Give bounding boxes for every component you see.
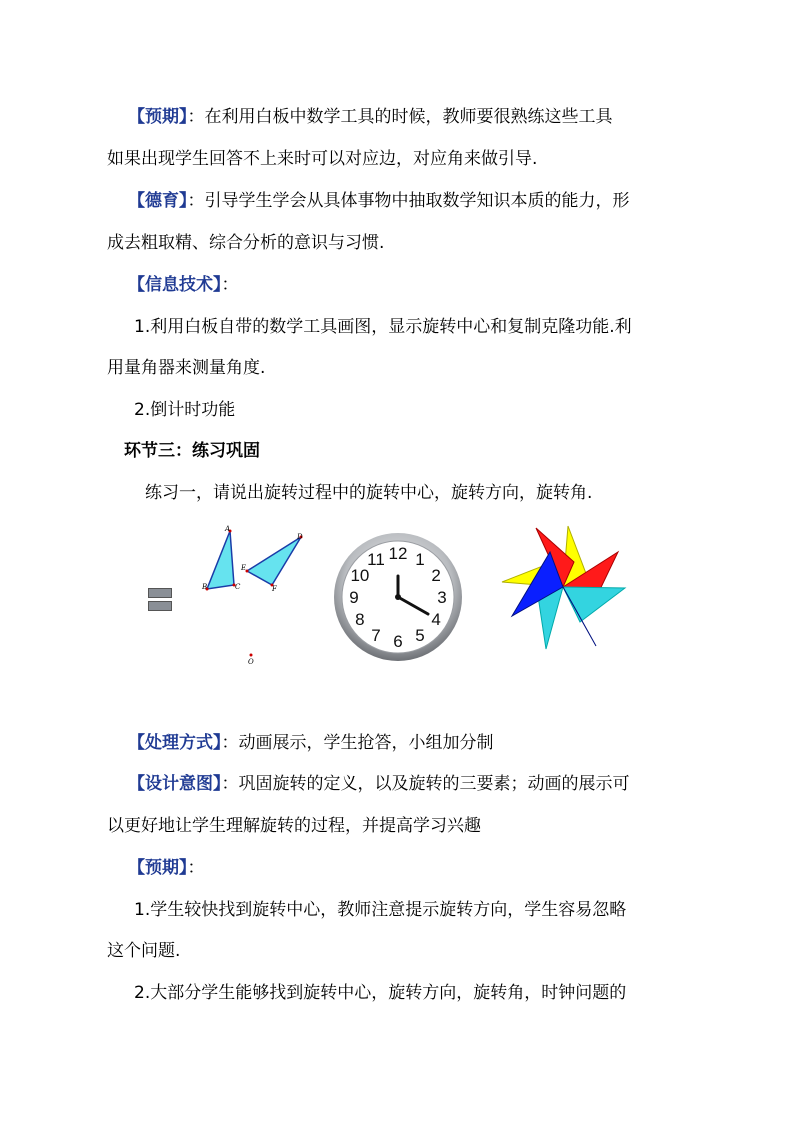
line-text: ：巩固旋转的定义，以及旋转的三要素；动画的展示可	[221, 774, 630, 794]
clock-number: 11	[367, 549, 385, 569]
moral-heading-line	[128, 190, 630, 212]
section-heading	[124, 440, 260, 462]
tag-expectation-2: 【预期】	[128, 858, 188, 878]
line-text: ：在利用白板中数学工具的时候，教师要很熟练这些工具	[187, 107, 613, 127]
line-text: 成去粗取精、综合分析的意识与习惯.	[107, 233, 385, 253]
text-line	[134, 316, 632, 338]
it-heading-line	[128, 274, 239, 296]
tag-moral: 【德育】	[128, 191, 188, 211]
line-text: 1.利用白板自带的数学工具画图，显示旋转中心和复制克隆功能.利	[134, 317, 632, 337]
clock-number: 1	[415, 549, 425, 569]
tag-expectation: 【预期】	[128, 107, 188, 127]
line-text: ：	[187, 858, 205, 878]
section-title: 环节三：练习巩固	[124, 441, 260, 461]
control-button[interactable]	[148, 601, 172, 611]
line-text: 1.学生较快找到旋转中心，教师注意提示旋转方向，学生容易忽略	[134, 900, 627, 920]
triangle-abc	[207, 531, 234, 589]
clock-number: 2	[431, 566, 441, 585]
line-text: ：	[221, 275, 239, 295]
line-text: 2.大部分学生能够找到旋转中心，旋转方向，旋转角，时钟问题的	[134, 983, 627, 1003]
label-f: F	[272, 585, 277, 593]
tag-it: 【信息技术】	[128, 275, 222, 295]
label-b: B	[202, 583, 208, 591]
text-line	[107, 940, 180, 962]
method-heading-line	[128, 732, 494, 754]
clock-number: 8	[355, 610, 365, 629]
line-text: 用量角器来测量角度.	[107, 358, 266, 378]
text-line	[107, 815, 481, 837]
line-text: ：引导学生学会从具体事物中抽取数学知识本质的能力，形	[187, 191, 630, 211]
text-line	[107, 148, 537, 170]
tag-intent: 【设计意图】	[128, 774, 222, 794]
clock-number: 12	[388, 544, 408, 563]
clock-number: 3	[437, 588, 447, 607]
label-o: O	[248, 658, 254, 666]
label-e: E	[241, 564, 247, 572]
clock-number: 4	[431, 610, 441, 629]
line-text: 以更好地让学生理解旋转的过程，并提高学习兴趣	[107, 816, 481, 836]
control-button[interactable]	[148, 588, 172, 598]
clock-figure	[332, 532, 464, 662]
line-text: 练习一，请说出旋转过程中的旋转中心，旋转方向，旋转角.	[145, 483, 593, 503]
text-line	[134, 399, 235, 421]
line-text: ：动画展示，学生抢答，小组加分制	[221, 733, 494, 753]
text-line	[134, 899, 626, 921]
tag-method: 【处理方式】	[128, 733, 222, 753]
clock-number: 7	[371, 626, 381, 646]
text-line	[134, 982, 626, 1004]
clock-number: 6	[393, 632, 403, 651]
triangle-def	[247, 537, 301, 585]
intent-heading-line	[128, 773, 630, 795]
clock-number: 5	[415, 626, 425, 646]
line-text: 2.倒计时功能	[134, 400, 236, 420]
expectation2-heading-line	[128, 857, 205, 879]
pinwheel-figure	[498, 522, 628, 652]
clock-number: 10	[350, 566, 370, 585]
label-d: D	[297, 533, 303, 541]
clock-number: 9	[349, 588, 359, 607]
label-a: A	[225, 525, 231, 533]
expectation-heading-line	[128, 106, 613, 128]
label-c: C	[235, 583, 241, 591]
text-line	[107, 232, 384, 254]
exercise-line	[145, 482, 592, 504]
line-text: 如果出现学生回答不上来时可以对应边，对应角来做引导.	[107, 149, 538, 169]
text-line	[107, 357, 265, 379]
line-text: 这个问题.	[107, 941, 181, 961]
